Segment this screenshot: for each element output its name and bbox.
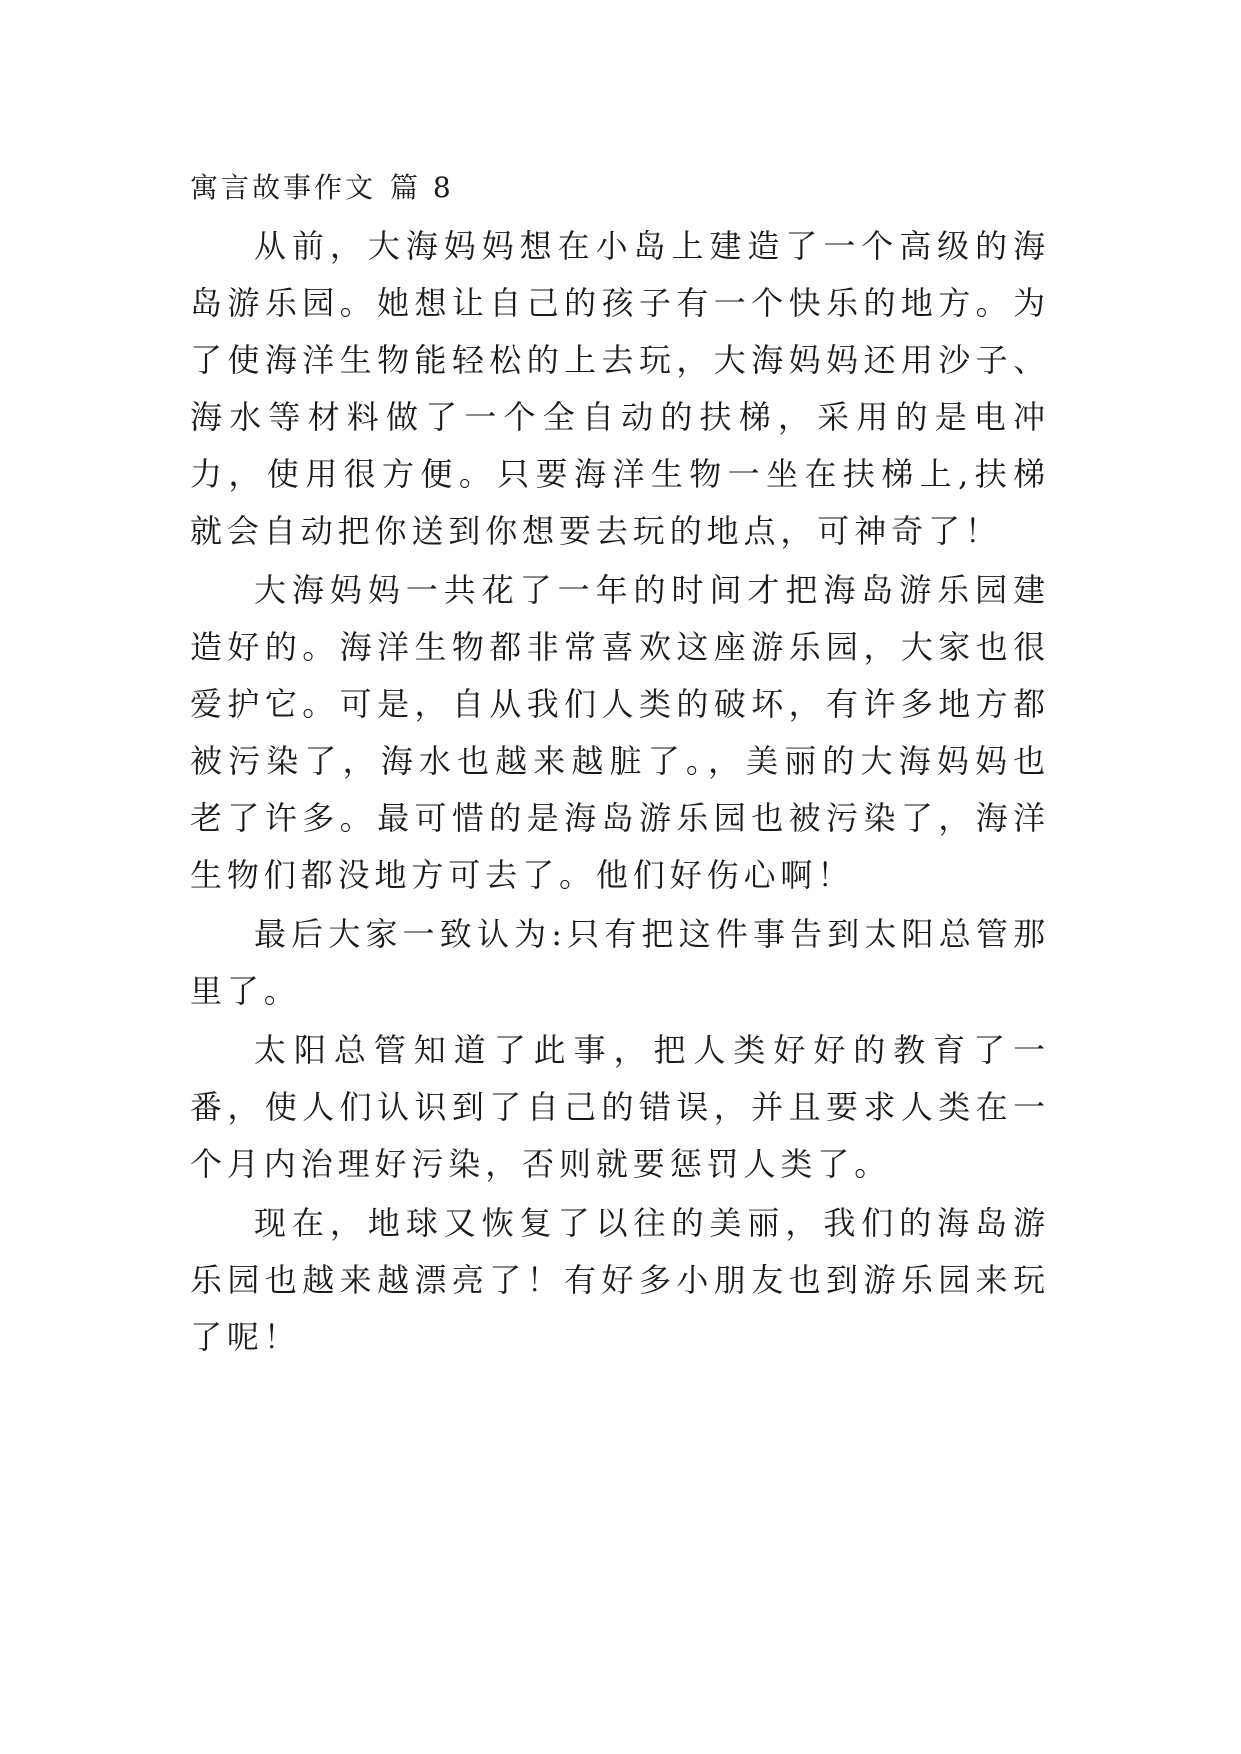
paragraph-1: 从前，大海妈妈想在小岛上建造了一个高级的海岛游乐园。她想让自己的孩子有一个快乐的地方。为了使海洋生物能轻松的上去玩，大海妈妈还用沙子、海水等材料做了一个全自动的扶梯，采用的是电冲力，使用很方便。只要海洋生物一坐在扶梯上,扶梯就会自动把你送到你想要去玩的地点，可神奇了！ (190, 227, 1050, 550)
paragraph-4: 太阳总管知道了此事，把人类好好的教育了一番，使人们认识到了自己的错误，并且要求人类在一个月内治理好污染，否则就要惩罚人类了。 (190, 1031, 1050, 1183)
title-main: 寓言故事作文 (190, 171, 377, 204)
title-section: 篇 8 (390, 171, 454, 204)
paragraph-2: 大海妈妈一共花了一年的时间才把海岛游乐园建造好的。海洋生物都非常喜欢这座游乐园，大家也很爱护它。可是，自从我们人类的破坏，有许多地方都被污染了，海水也越来越脏了。，美丽的大海妈妈也老了许多。最可惜的是海岛游乐园也被污染了，海洋生物们都没地方可去了。他们好伤心啊！ (190, 571, 1050, 894)
document-body (190, 160, 1050, 1368)
document-title (190, 160, 1050, 216)
paragraph-5: 现在，地球又恢复了以往的美丽，我们的海岛游乐园也越来越漂亮了！有好多小朋友也到游乐园来玩了呢！ (190, 1204, 1050, 1356)
paragraph-3: 最后大家一致认为:只有把这件事告到太阳总管那里了。 (190, 915, 1050, 1010)
